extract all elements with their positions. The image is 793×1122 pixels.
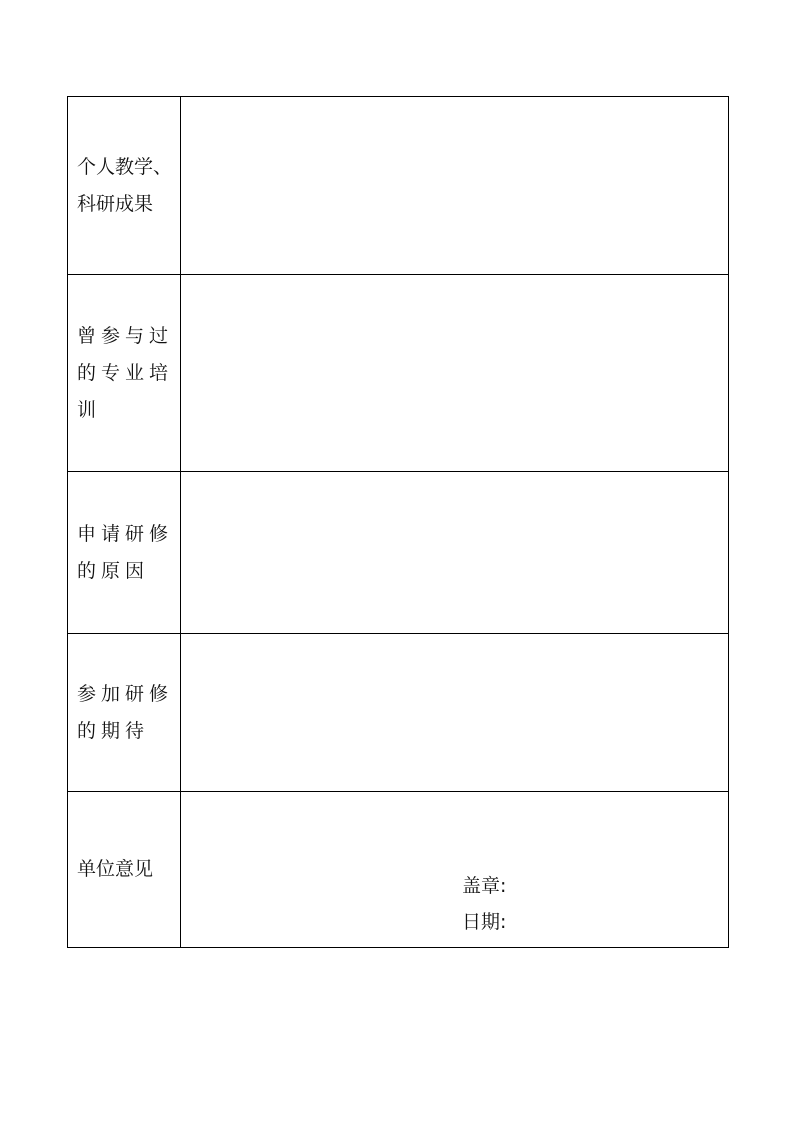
label-cell-expectation <box>68 634 181 792</box>
label-cell-achievements <box>68 97 181 275</box>
label-cell-training <box>68 275 181 472</box>
unit-opinion-field[interactable] <box>181 792 729 948</box>
form-row-achievements <box>68 97 729 275</box>
achievements-label: 个人教学、科研成果 <box>77 155 173 215</box>
form-row-reason <box>68 472 729 634</box>
reason-field[interactable] <box>181 472 729 634</box>
achievements-field[interactable] <box>181 97 729 275</box>
reason-label: 申请研修的原因 <box>77 522 174 582</box>
training-field[interactable] <box>181 275 729 472</box>
expectation-field[interactable] <box>181 634 729 792</box>
expectation-label: 参加研修的期待 <box>77 682 174 742</box>
form-row-expectation <box>68 634 729 792</box>
unit-opinion-label: 单位意见 <box>77 858 154 880</box>
label-cell-reason <box>68 472 181 634</box>
application-form-table <box>67 96 729 948</box>
seal-label: 盖章: <box>462 875 507 897</box>
training-label: 曾参与过的专业培训 <box>77 324 174 421</box>
seal-date-block <box>462 868 506 940</box>
form-row-unit-opinion <box>68 792 729 948</box>
label-cell-unit-opinion <box>68 792 181 948</box>
date-label: 日期: <box>462 911 507 933</box>
form-row-training <box>68 275 729 472</box>
